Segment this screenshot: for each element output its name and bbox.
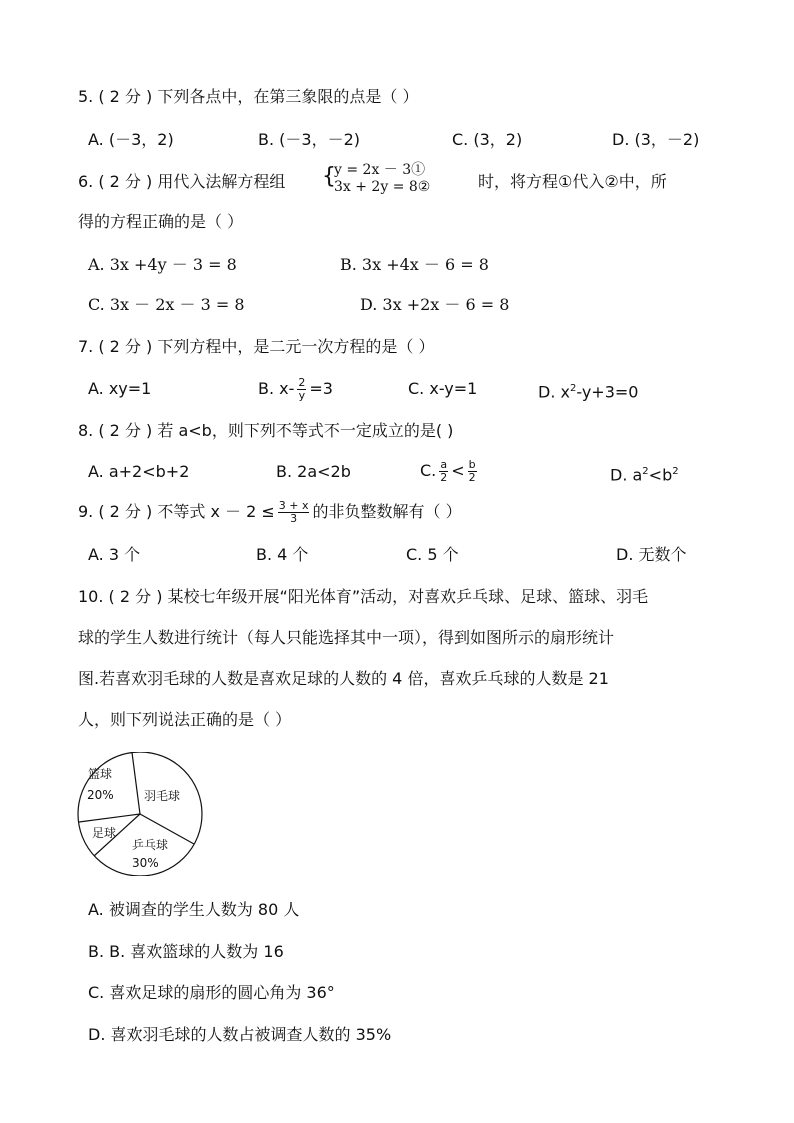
q9-option-d: D. 无数个 (616, 545, 687, 564)
q6-option-b: B. 3x +4x － 6 = 8 (340, 255, 489, 274)
q10-line-2: 球的学生人数进行统计（每人只能选择其中一项），得到如图所示的扇形统计 (78, 628, 615, 647)
q7-b-fraction (297, 377, 306, 402)
q10-option-d: D. 喜欢羽毛球的人数占被调查人数的 35% (88, 1025, 392, 1044)
equation-system-brace: { (322, 164, 336, 189)
q7-option-b (258, 370, 333, 408)
q8-d-sup2: 2 (672, 466, 679, 477)
q10-line-1: 10. ( 2 分 ) 某校七年级开展“阳光体育”活动，对喜欢乒乓球、足球、篮球、羽毛 (78, 587, 649, 606)
q5-stem: 5. ( 2 分 ) 下列各点中，在第三象限的点是（ ） (78, 87, 419, 106)
equation-1: y = 2x － 3① (334, 162, 426, 178)
equation-2: 3x + 2y = 8② (334, 179, 431, 195)
q10-option-c: C. 喜欢足球的扇形的圆心角为 36° (88, 983, 335, 1002)
q7-d-sup: 2 (569, 383, 577, 394)
q5-option-d: D. (3，－2) (612, 130, 700, 149)
q9-stem (78, 493, 462, 531)
q6-stem-pre: 6. ( 2 分 ) 用代入法解方程组 (78, 172, 286, 191)
q8-option-a: A. a+2<b+2 (88, 462, 190, 481)
q8-c-den1: 2 (440, 471, 448, 484)
q8-d-pre: D. a (610, 465, 643, 485)
pie-divider-top (132, 753, 140, 815)
pie-divider-left (79, 814, 140, 822)
q8-d-mid: <b (648, 465, 673, 485)
q8-option-c (420, 452, 480, 490)
q8-c-num2: b (468, 458, 476, 471)
q8-option-d (610, 461, 679, 486)
q8-c-fraction-2 (468, 459, 477, 484)
q7-stem: 7. ( 2 分 ) 下列方程中，是二元一次方程的是（ ） (78, 337, 435, 356)
q5-option-b: B. (－3，－2) (258, 130, 360, 149)
q7-b-den: y (298, 389, 306, 402)
q7-b-num: 2 (298, 376, 306, 389)
pie-label-football: 足球 (92, 826, 117, 840)
pie-chart (72, 752, 208, 876)
q8-c-op: < (451, 461, 465, 480)
q6-stem-line2: 得的方程正确的是（ ） (78, 212, 244, 231)
q10-option-b: B. B. 喜欢篮球的人数为 16 (88, 942, 284, 961)
q7-d-pre: D. x (538, 382, 570, 402)
q7-b-post: =3 (309, 379, 333, 398)
q8-stem: 8. ( 2 分 ) 若 a<b，则下列不等式不一定成立的是( ) (78, 421, 454, 440)
q9-option-a: A. 3 个 (88, 545, 141, 564)
q7-b-pre: B. x- (258, 379, 295, 398)
q6-stem-post: 时，将方程①代入②中，所 (478, 172, 667, 191)
equation-system (334, 162, 430, 196)
q9-fraction (278, 500, 310, 525)
q9-option-b: B. 4 个 (256, 545, 309, 564)
q6-option-a: A. 3x +4y － 3 = 8 (88, 255, 237, 274)
pie-label-pingpong: 乒乓球 (132, 838, 169, 852)
q9-stem-post: 的非负整数解有（ ） (312, 502, 462, 521)
pie-label-pingpong-pct: 30% (132, 856, 159, 870)
q9-num: 3 + x (278, 499, 309, 512)
q8-c-num1: a (440, 458, 448, 471)
q10-option-a: A. 被调查的学生人数为 80 人 (88, 900, 300, 919)
q6-option-d: D. 3x +2x － 6 = 8 (360, 295, 510, 314)
q10-line-4: 人，则下列说法正确的是（ ） (78, 710, 292, 729)
q7-d-post: -y+3=0 (576, 382, 639, 402)
q8-c-fraction-1 (439, 459, 448, 484)
q9-stem-pre: 9. ( 2 分 ) 不等式 x － 2 ≤ (78, 502, 275, 521)
q7-option-a: A. xy=1 (88, 379, 152, 398)
q8-option-b: B. 2a<2b (276, 462, 351, 481)
pie-label-badminton: 羽毛球 (144, 789, 181, 803)
q9-den: 3 (290, 512, 298, 525)
pie-label-basketball-pct: 20% (87, 788, 114, 802)
q8-d-sup1: 2 (642, 466, 649, 477)
q10-line-3: 图.若喜欢羽毛球的人数是喜欢足球的人数的 4 倍，喜欢乒乓球的人数是 21 (78, 669, 609, 688)
pie-label-basketball: 篮球 (88, 767, 113, 781)
q8-c-den2: 2 (468, 471, 476, 484)
q5-option-a: A. (－3，2) (88, 130, 174, 149)
q6-option-c: C. 3x － 2x － 3 = 8 (88, 295, 245, 314)
q7-option-d (538, 378, 638, 403)
q9-option-c: C. 5 个 (406, 545, 459, 564)
q8-c-pre: C. (420, 461, 437, 480)
q5-option-c: C. (3，2) (452, 130, 523, 149)
q7-option-c: C. x-y=1 (408, 379, 478, 398)
